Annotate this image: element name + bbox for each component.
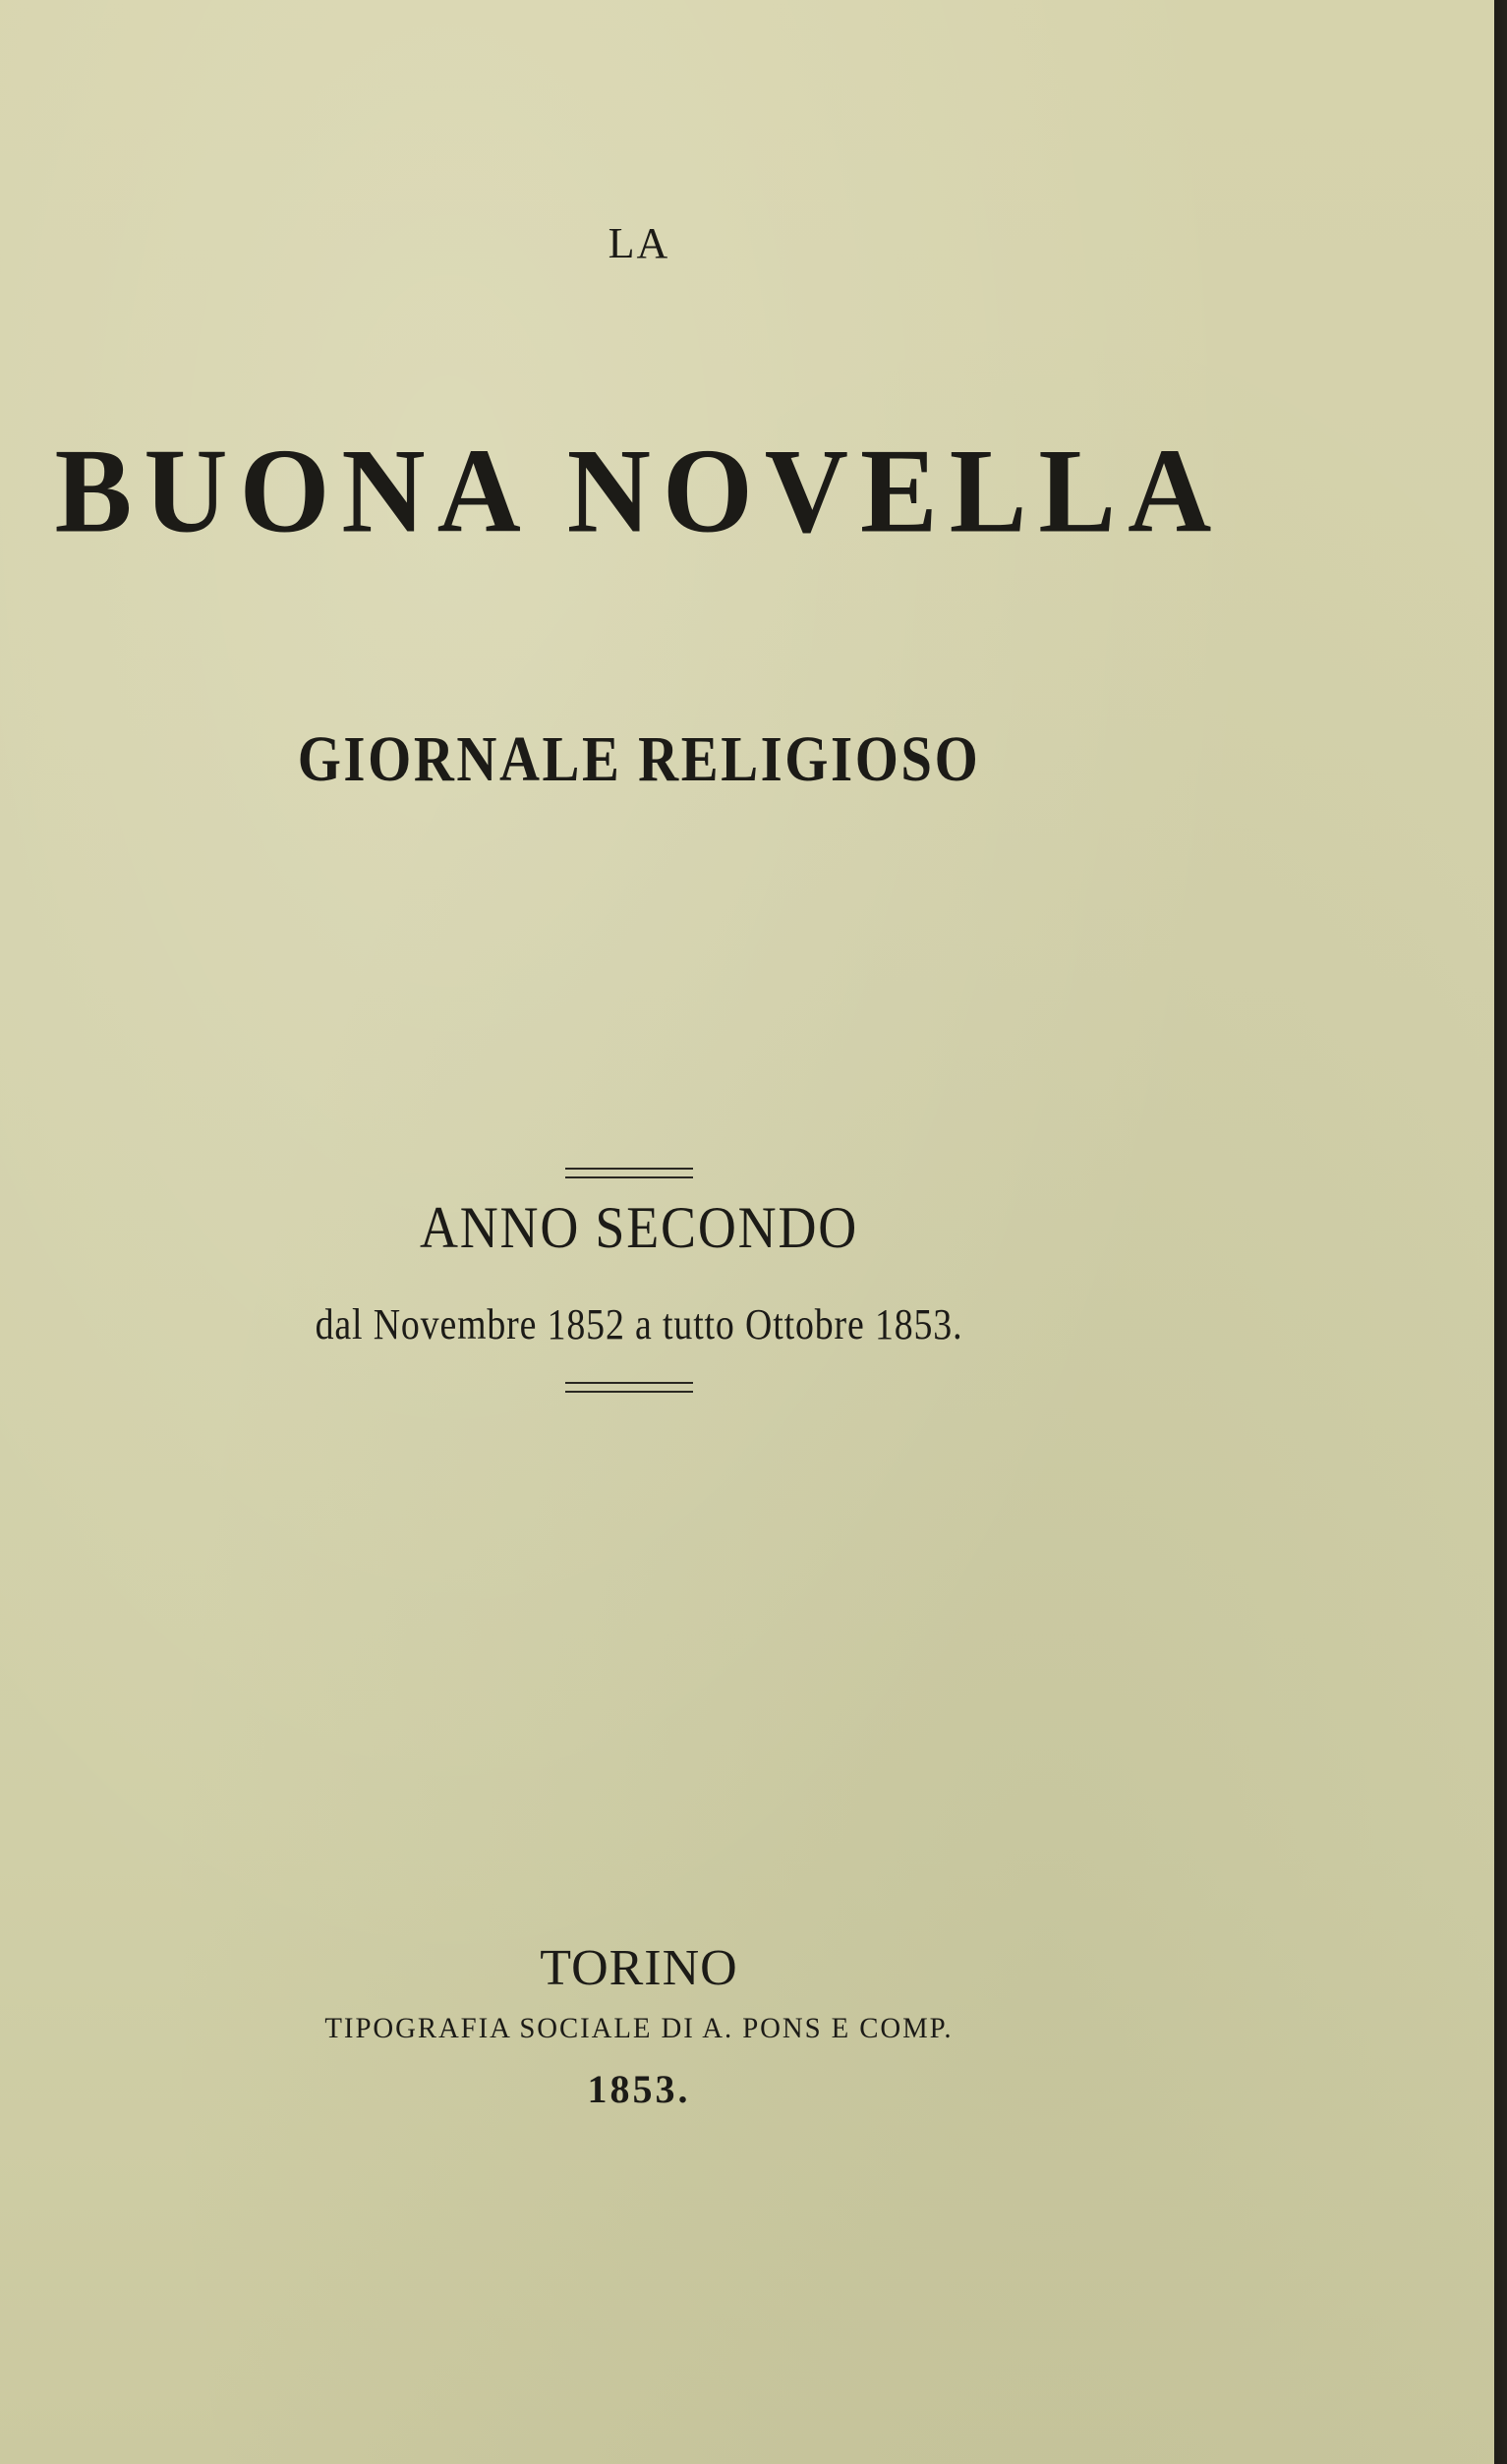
main-title: BUONA NOVELLA bbox=[54, 424, 1224, 558]
title-article: LA bbox=[608, 219, 670, 267]
volume-label: ANNO SECONDO bbox=[419, 1195, 859, 1260]
subtitle: GIORNALE RELIGIOSO bbox=[297, 723, 981, 795]
imprint-year: 1853. bbox=[587, 2067, 691, 2111]
page-edge-shadow bbox=[1497, 0, 1507, 2464]
imprint-city: TORINO bbox=[540, 1940, 738, 1996]
double-rule-divider bbox=[565, 1382, 693, 1393]
double-rule-divider bbox=[565, 1168, 693, 1178]
date-range: dal Novembre 1852 a tutto Ottobre 1853. bbox=[315, 1300, 963, 1348]
imprint-printer: TIPOGRAFIA SOCIALE DI A. PONS E COMP. bbox=[324, 2012, 954, 2044]
